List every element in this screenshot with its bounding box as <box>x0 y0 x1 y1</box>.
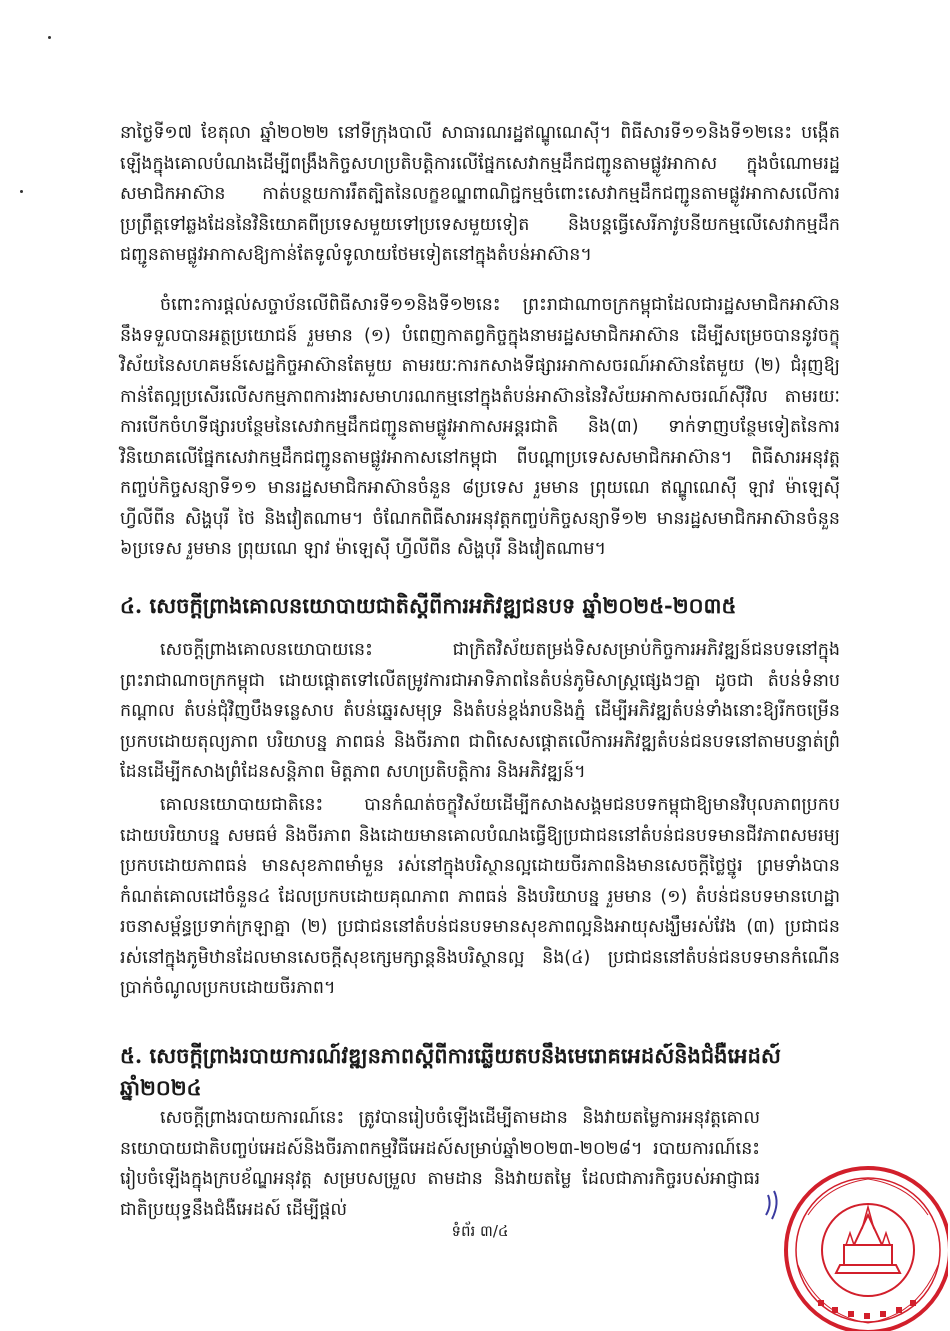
page-number: ទំព័រ ៣/៤ <box>451 1222 509 1240</box>
paragraph-ratification-benefits: ចំពោះការផ្តល់សច្ចាប័នលើពិធីសារទី១១និងទី១២នេះ ព្រះរាជាណាចក្រកម្ពុជាដែលជារដ្ឋសមាជិកអាស៊ាននឹងទទួលបានអត្ថប្រយោជន៍ រួមមាន (១) បំពេញកាតព្វកិច្ចក្នុងនាមរដ្ឋសមាជិកអាស៊ាន ដើម្បីសម្រេចបាននូវចក្ខុវិស័យនៃសហគមន៍សេដ្ឋកិច្ចអាស៊ានតែមួយ តាមរយៈការកសាងទីផ្សារអាកាសចរណ៍អាស៊ានតែមួយ (២) ជំរុញឱ្យកាន់តែល្អប្រសើរលើសកម្មភាពការងារសមាហរណកម្មនៅក្នុងតំបន់អាស៊ាននៃវិស័យអាកាសចរណ៍ស៊ីវិល តាមរយៈការបើកចំហទីផ្សារបន្ថែមនៃសេវាកម្មដឹកជញ្ជូនតាមផ្លូវអាកាសអន្តរជាតិ និង(៣) ទាក់ទាញបន្ថែមទៀតនៃការវិនិយោគលើផ្នែកសេវាកម្មដឹកជញ្ជូនតាមផ្លូវអាកាសនៅកម្ពុជា ពីបណ្តាប្រទេសសមាជិកអាស៊ាន។ ពិធីសារអនុវត្តកញ្ចប់កិច្ចសន្យាទី១១ មានរដ្ឋសមាជិកអាស៊ានចំនួន ៨ប្រទេស រួមមាន ព្រុយណេ ឥណ្ឌូណេស៊ី ឡាវ ម៉ាឡេស៊ី ហ្វីលីពីន សិង្ហបុរី ថៃ និងវៀតណាម។ ចំណែកពិធីសារអនុវត្តកញ្ចប់កិច្ចសន្យាទី១២ មានរដ្ឋសមាជិកអាស៊ានចំនួន ៦ប្រទេស រួមមាន ព្រុយណេ ឡាវ ម៉ាឡេស៊ី ហ្វីលីពីន សិង្ហបុរី និងវៀតណាម។ <box>120 295 840 559</box>
paragraph-ratification-intro: នាថ្ងៃទី១៧ ខែតុលា ឆ្នាំ២០២២ នៅទីក្រុងបាលី សាធារណរដ្ឋឥណ្ឌូណេស៊ី។ ពិធីសារទី១១និងទី១២នេះ បង្កើតឡើងក្នុងគោលបំណងដើម្បីពង្រឹងកិច្ចសហប្រតិបត្តិការលើផ្នែកសេវាកម្មដឹកជញ្ជូនតាមផ្លូវអាកាស ក្នុងចំណោមរដ្ឋសមាជិកអាស៊ាន កាត់បន្ថយការរឹតត្បិតនៃលក្ខខណ្ឌពាណិជ្ជកម្មចំពោះសេវាកម្មដឹកជញ្ជូនតាមផ្លូវអាកាសលើការប្រព្រឹត្តទៅឆ្លងដែននៃវិនិយោគពីប្រទេសមួយទៅប្រទេសមួយទៀត និងបន្តធ្វើសេរីភាវូបនីយកម្មលើសេវាកម្មដឹកជញ្ជូនតាមផ្លូវអាកាសឱ្យកាន់តែទូលំទូលាយថែមទៀតនៅក្នុងតំបន់អាស៊ាន។ <box>120 123 840 265</box>
section-heading-hiv-progress-report: ៥. សេចក្តីព្រាងរបាយការណ៍វឌ្ឍនភាពស្តីពីការឆ្លើយតបនឹងមេរោគអេដស៍និងជំងឺអេដស៍ ឆ្នាំ២០២៤ <box>120 1043 781 1100</box>
scan-speck <box>48 36 51 39</box>
official-seal-stamp <box>758 1145 948 1331</box>
paragraph-rural-policy-scope: សេចក្តីព្រាងគោលនយោបាយនេះ ជាក្រិតវិស័យតម្រង់ទិសសម្រាប់កិច្ចការអភិវឌ្ឍន៍ជនបទនៅក្នុងព្រះរាជាណាចក្រកម្ពុជា ដោយផ្តោតទៅលើតម្រូវការជាអាទិភាពនៃតំបន់ភូមិសាស្ត្រផ្សេងៗគ្នា ដូចជា តំបន់ទំនាបកណ្តាល តំបន់ជុំវិញបឹងទន្លេសាប តំបន់ឆ្នេរសមុទ្រ និងតំបន់ខ្ពង់រាបនិងភ្នំ ដើម្បីអភិវឌ្ឍតំបន់ទាំងនោះឱ្យរីកចម្រើនប្រកបដោយតុល្យភាព បរិយាបន្ន ភាពធន់ និងចីរភាព ជាពិសេសផ្តោតលើការអភិវឌ្ឍតំបន់ជនបទនៅតាមបន្ទាត់ព្រំដែនដើម្បីកសាងព្រំដែនសន្តិភាព មិត្តភាព សហប្រតិបត្តិការ និងអភិវឌ្ឍន៍។ <box>120 640 840 782</box>
scan-speck <box>20 190 23 193</box>
paragraph-rural-policy-vision: គោលនយោបាយជាតិនេះ បានកំណត់ចក្ខុវិស័យដើម្បីកសាងសង្គមជនបទកម្ពុជាឱ្យមានវិបុលភាពប្រកបដោយបរិយាបន្ន សមធម៌ និងចីរភាព និងដោយមានគោលបំណងធ្វើឱ្យប្រជាជននៅតំបន់ជនបទមានជីវភាពសមរម្យប្រកបដោយភាពធន់ មានសុខភាពមាំមួន រស់នៅក្នុងបរិស្ថានល្អដោយចីរភាពនិងមានសេចក្តីថ្លៃថ្នូរ ព្រមទាំងបានកំណត់គោលដៅចំនួន៤ ដែលប្រកបដោយគុណភាព ភាពធន់ និងបរិយាបន្ន រួមមាន (១) តំបន់ជនបទមានហេដ្ឋារចនាសម្ព័ន្ធប្រទាក់ក្រឡាគ្នា (២) ប្រជាជននៅតំបន់ជនបទមានសុខភាពល្អនិងអាយុសង្ឃឹមរស់វែង (៣) ប្រជាជនរស់នៅក្នុងភូមិឋានដែលមានសេចក្តីសុខក្សេមក្សាន្តនិងបរិស្ថានល្អ និង(៤) ប្រជាជននៅតំបន់ជនបទមានកំណើនប្រាក់ចំណូលប្រកបដោយចីរភាព។ <box>120 795 840 998</box>
paragraph-hiv-report: សេចក្តីព្រាងរបាយការណ៍នេះ ត្រូវបានរៀបចំឡើងដើម្បីតាមដាន និងវាយតម្លៃការអនុវត្តគោលនយោបាយជាតិបញ្ចប់អេដស៍និងចីរភាពកម្មវិធីអេដស៍សម្រាប់ឆ្នាំ២០២៣-២០២៨។ របាយការណ៍នេះរៀបចំឡើងក្នុងក្របខ័ណ្ឌអនុវត្ត សម្របសម្រួល តាមដាន និងវាយតម្លៃ ដែលជាភារកិច្ចរបស់អាជ្ញាធរជាតិប្រយុទ្ធនឹងជំងឺអេដស៍ ដើម្បីផ្តល់ <box>120 1108 760 1220</box>
section-heading-rural-development: ៤. សេចក្តីព្រាងគោលនយោបាយជាតិស្តីពីការអភិវឌ្ឍជនបទ ឆ្នាំ២០២៥-២០៣៥ <box>120 593 737 618</box>
